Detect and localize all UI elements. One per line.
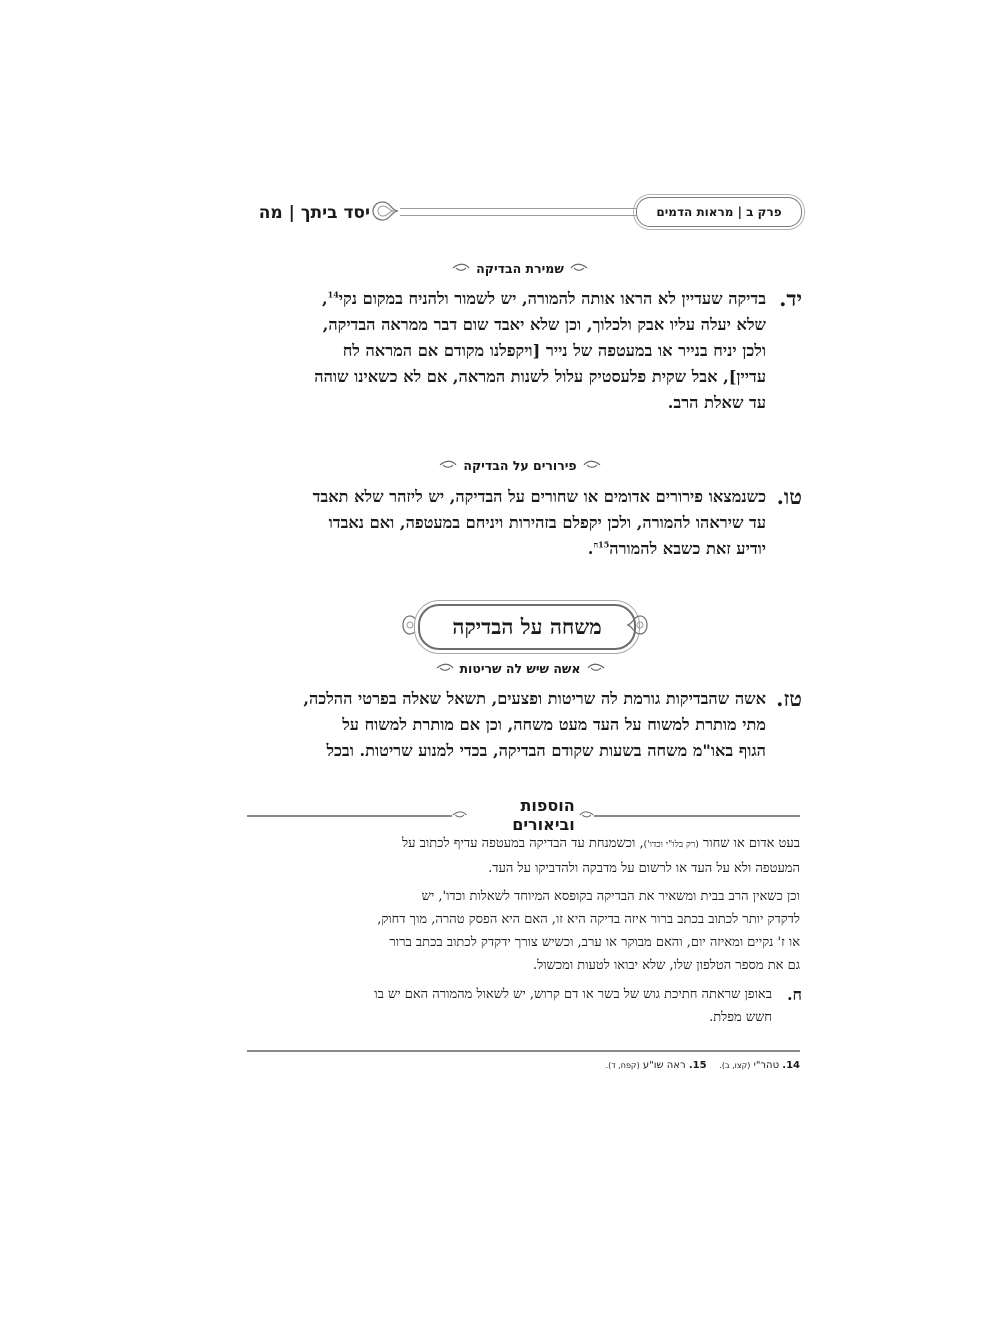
chapter-header-text: פרק ב | מראות הדמים xyxy=(656,205,782,219)
footnote-15-text: ראה שו"ע xyxy=(642,1060,686,1071)
footnote-divider xyxy=(247,1050,800,1052)
paragraph-line: שלא יעלה עליו אבק ולכלוך, וכן שלא יאבד שום דבר ממראה הבדיקה, xyxy=(322,315,766,334)
leaf-ornament-icon xyxy=(452,810,467,820)
chapter-header xyxy=(636,197,802,227)
section-subtitle-text: פירורים על הבדיקה xyxy=(463,457,577,473)
note-line: לדקדק יותר לכתוב בכתב ברור איזה בדיקה היא זו, האם היא הפסק טהרה, מוך דחוק, xyxy=(377,912,800,927)
note-3 xyxy=(247,983,800,1029)
note-line: המעטפה ולא על העד או לרשום על מדבקה ולהדביקו על העד. xyxy=(488,861,800,876)
paragraph-line: עד שאלת הרב. xyxy=(667,393,766,412)
paragraph-number: יד. xyxy=(779,286,802,311)
note-line: גם את מספר הטלפון שלו, שלא יבואו לטעות ומכשול. xyxy=(533,958,800,973)
leaf-ornament-icon xyxy=(587,663,605,673)
paragraph-line: עד שיראהו להמורה, ולכן יקפלם בזהירות ויניחם במעטפה, ואם נאבדו xyxy=(328,513,766,532)
note-1 xyxy=(247,832,800,880)
footnote-ref[interactable]: 14 xyxy=(327,289,339,300)
note-ref[interactable]: ח xyxy=(593,539,599,550)
footnote-15-number: 15. xyxy=(688,1060,707,1071)
footnote-15-ref: (קפח, ד). xyxy=(605,1061,640,1070)
leaf-ornament-icon xyxy=(452,263,470,273)
paragraph-line: בדיקה שעדיין לא הראו אותה להמורה, יש לשמור ולהניח במקום נקי$^{14}$, xyxy=(322,289,766,308)
paragraph-line: מתי מותרת למשוח על העד מעט משחה, וכן אם מותרת למשוח על xyxy=(342,715,766,734)
notes-title xyxy=(452,796,594,834)
section-main-title-text: משחה על הבדיקה xyxy=(452,614,602,639)
section-subtitle-1 xyxy=(440,259,600,277)
note-line: בעט אדום או שחור (רק בלו"י וכדו'), וכשמנחת עד הבדיקה במעטפה עדיף לכתוב על xyxy=(402,836,800,851)
section-main-title xyxy=(418,604,636,650)
section-subtitle-text: שמירת הבדיקה xyxy=(476,260,564,276)
paragraph-line: יודיע זאת כשבא להמורה$^{15ח}$. xyxy=(587,539,766,558)
note-line: חשש מפלת. xyxy=(709,1010,772,1025)
paragraph-16 xyxy=(247,686,800,764)
section-subtitle-2 xyxy=(430,456,610,474)
leaf-ornament-icon xyxy=(579,810,594,820)
book-title-text: יסד ביתך | מה xyxy=(258,203,370,223)
paragraph-line: אשה שהבדיקות גורמת לה שריטות ופצעים, תשאל שאלה בפרטי ההלכה, xyxy=(303,689,766,708)
leaf-ornament-icon xyxy=(570,263,588,273)
note-marker: ח. xyxy=(786,985,802,1004)
paragraph-line: עדיין], אבל שקית פלעסטיק עלול לשנות המראה, אם לא כשאינו שוהה xyxy=(314,367,766,386)
header-divider xyxy=(400,208,636,216)
note-line: באופן שראתה חתיכת גוש של בשר או דם קרוש, יש לשאול מהמורה האם יש בו xyxy=(374,987,772,1002)
footnotes xyxy=(540,1060,800,1071)
leaf-ornament-icon xyxy=(436,663,454,673)
book-title xyxy=(248,199,370,227)
section-subtitle-text: אשה שיש לה שריטות xyxy=(459,660,581,676)
note-2 xyxy=(247,885,800,977)
section-subtitle-3 xyxy=(420,659,620,677)
paragraph-line: הגוף באו"מ משחה בשעות שקודם הבדיקה, בכדי למנוע שריטות. ובכל xyxy=(326,741,766,760)
paragraph-number: טו. xyxy=(776,484,802,509)
paragraph-line: כשנמצאו פירורים אדומים או שחורים על הבדיקה, יש ליזהר שלא תאבד xyxy=(312,487,766,506)
footnote-14-ref: (קצו, ב). xyxy=(719,1061,751,1070)
leaf-ornament-icon xyxy=(439,460,457,470)
notes-title-text: הוספות וביאורים xyxy=(512,796,575,834)
note-line: או ז' נקיים ומאיזה יום, והאם מבוקר או ערב, וכשיש צורך ידקדק לכתוב בכתב ברור xyxy=(389,935,800,950)
note-line: וכן כשאין הרב בבית ומשאיר את הבדיקה בקופסא המיוחד לשאלות וכדו', יש xyxy=(421,889,800,904)
footnote-14-text: טהר"י xyxy=(753,1060,780,1071)
footnote-14-number: 14. xyxy=(782,1060,800,1071)
header-ornament-icon xyxy=(370,198,400,224)
title-ornament-right-icon xyxy=(626,613,648,637)
footnote-ref[interactable]: 15 xyxy=(598,539,610,550)
paragraph-number: טז. xyxy=(776,686,802,711)
paragraph-line: ולכן יניח בנייר או במעטפה של נייר [ויקפלנו מקודם אם המראה לח xyxy=(342,341,766,360)
leaf-ornament-icon xyxy=(583,460,601,470)
paragraph-15 xyxy=(247,484,800,562)
paragraph-14 xyxy=(247,286,800,416)
